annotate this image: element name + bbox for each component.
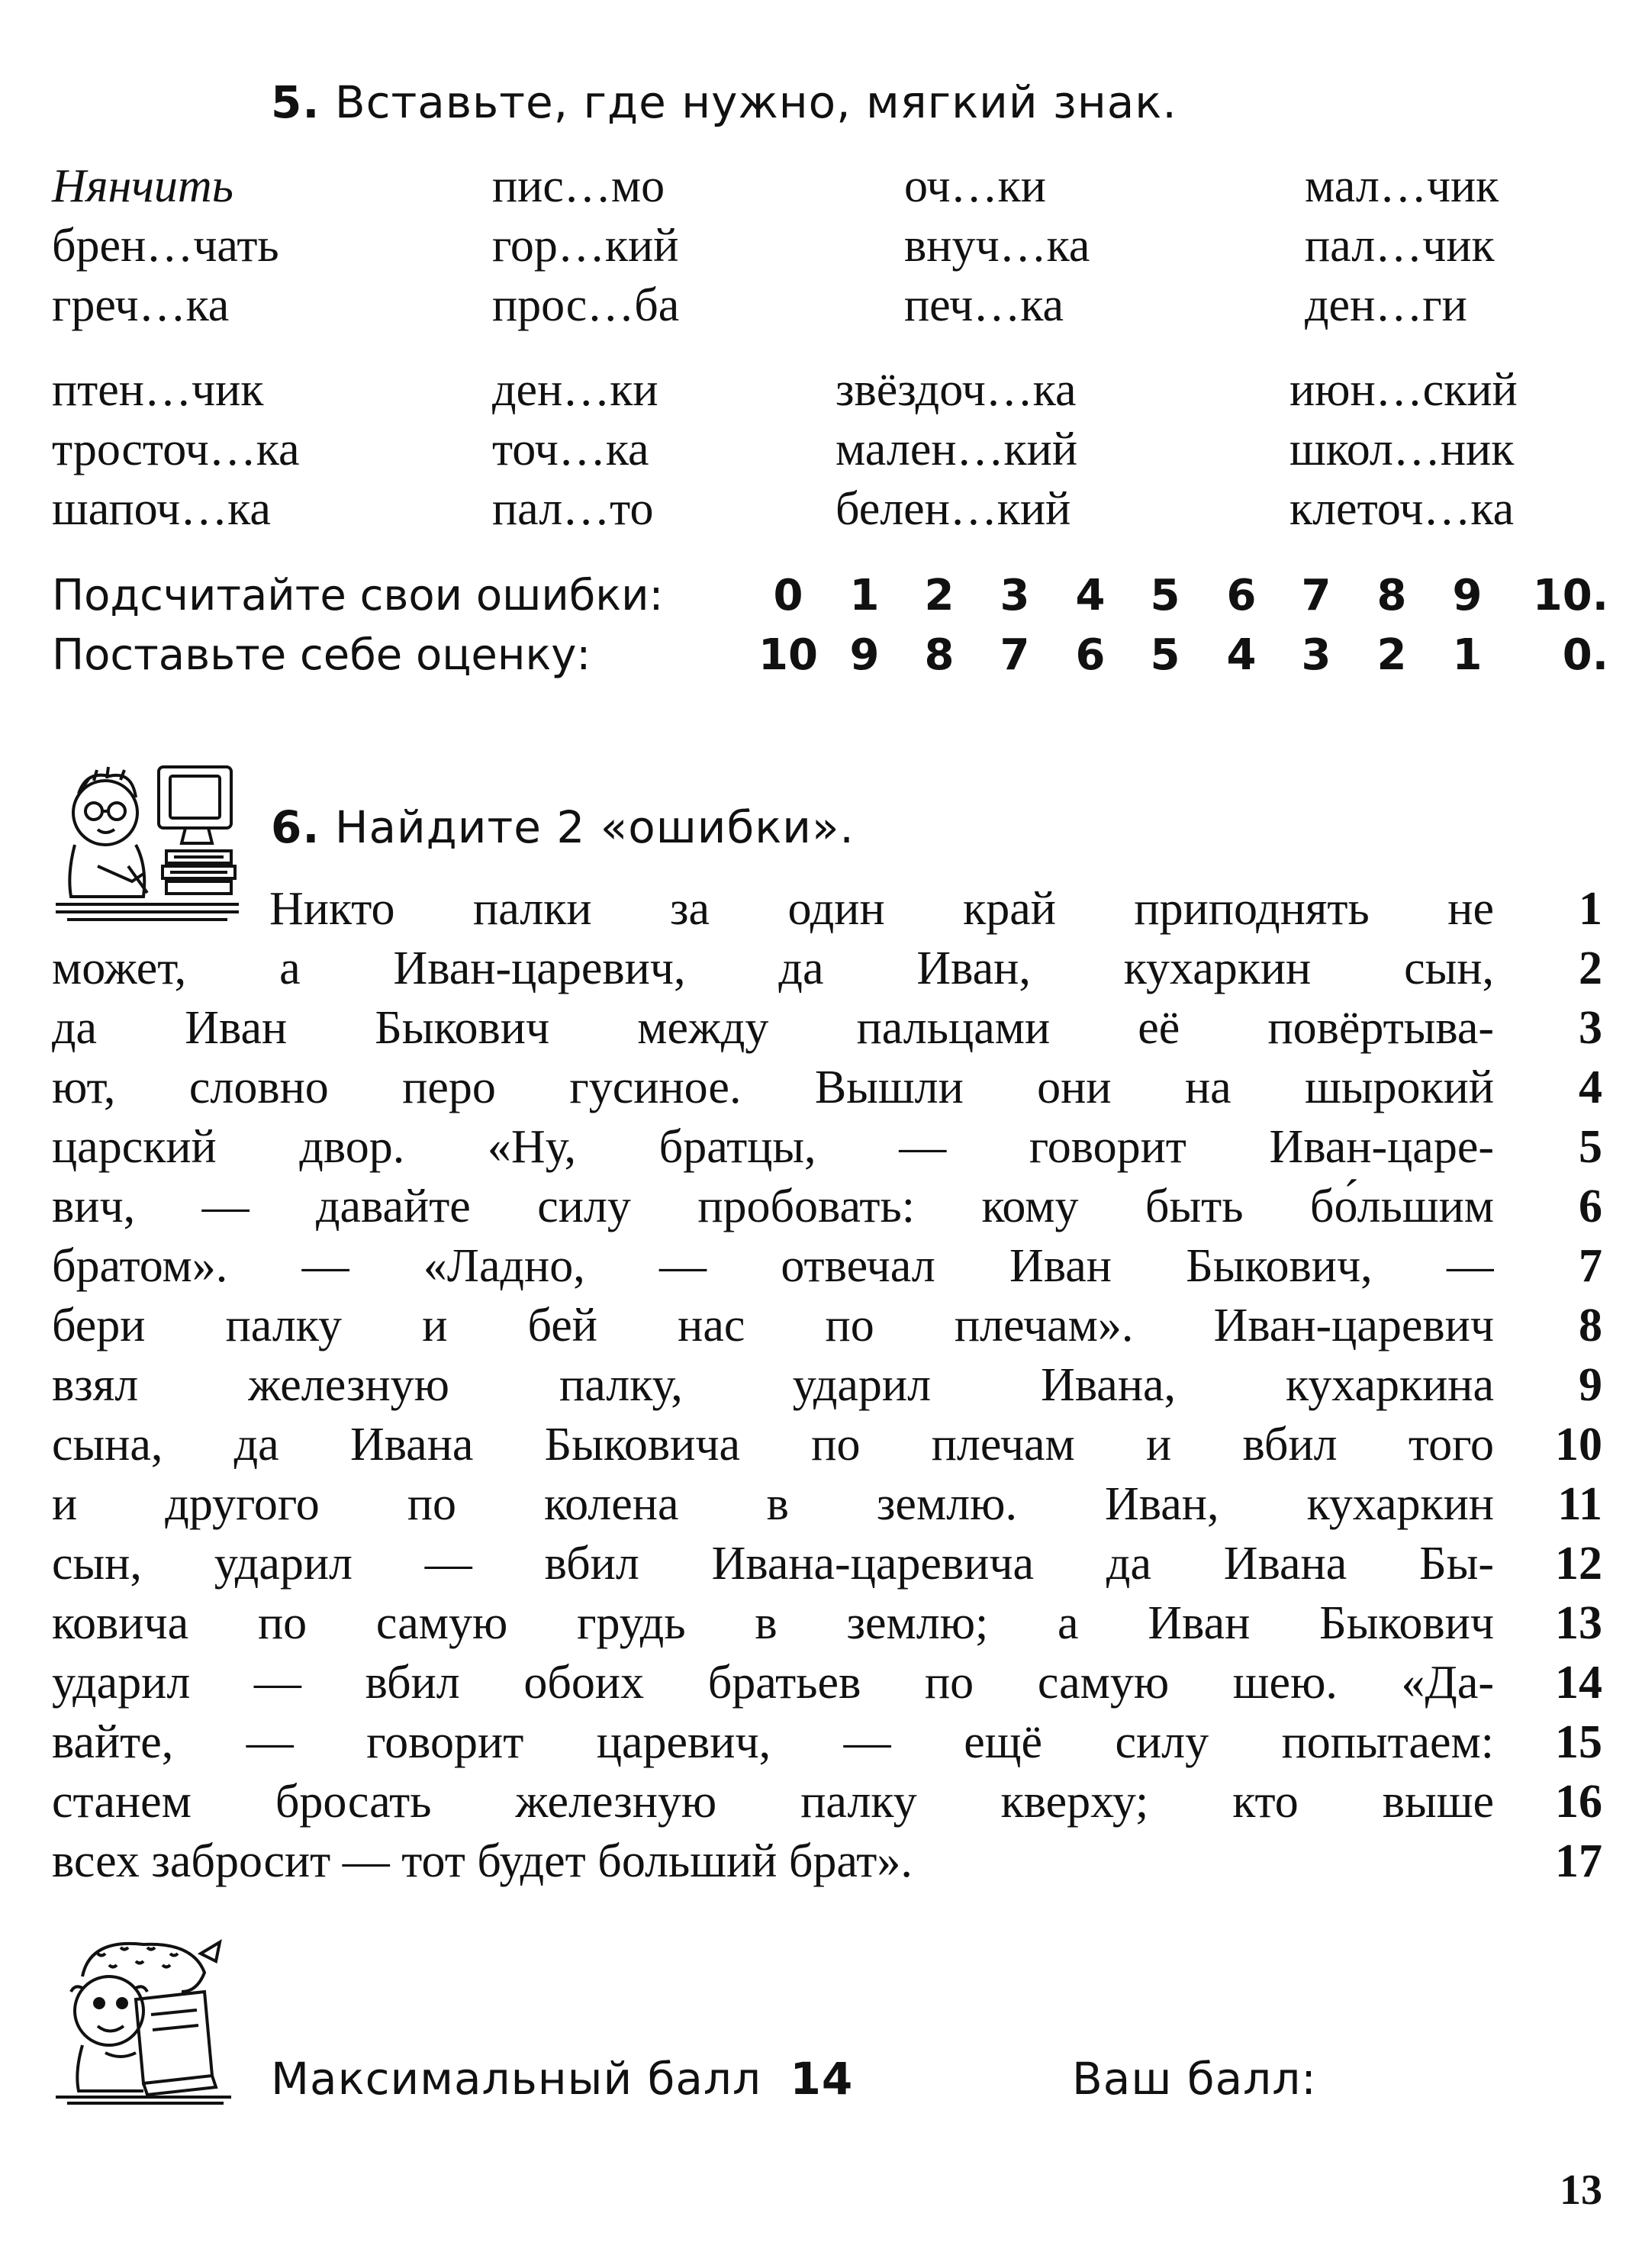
- error-count: 3: [1000, 571, 1030, 620]
- error-count: 2: [924, 571, 955, 620]
- exercise-5-title: [271, 76, 1177, 128]
- passage-line: всех забросит — тот будет больший брат».: [52, 1835, 913, 1887]
- grades-label: Поставьте себе оценку:: [52, 630, 591, 680]
- grade-value: 1: [1452, 630, 1483, 680]
- word-column-6: [492, 360, 658, 539]
- grade-value: 3: [1301, 630, 1331, 680]
- grade-value: 9: [849, 630, 880, 680]
- passage-line: сын, ударил — вбил Ивана-царевича да Ивана Бы-: [52, 1538, 1494, 1590]
- grade-value: 8: [924, 630, 955, 680]
- line-number: 11: [1557, 1478, 1602, 1530]
- errors-label: Подсчитайте свои ошибки:: [52, 571, 664, 620]
- passage-line: вич, — давайте силу пробовать: кому быть бо́льшим: [52, 1181, 1494, 1232]
- page-number: 13: [1560, 2167, 1602, 2214]
- passage-line: царский двор. «Ну, братцы, — говорит Иван-царе-: [52, 1121, 1494, 1173]
- max-score: [271, 2053, 853, 2105]
- line-number: 16: [1555, 1776, 1602, 1828]
- grade-value: 5: [1150, 630, 1180, 680]
- word-item: ден…ги: [1305, 279, 1467, 331]
- word-item: прос…ба: [492, 279, 680, 331]
- line-number: 1: [1579, 883, 1602, 935]
- passage-line: станем бросать железную палку кверху; кто выше: [52, 1776, 1494, 1828]
- word-column-2: [492, 156, 679, 335]
- error-count: 4: [1075, 571, 1106, 620]
- line-number: 7: [1579, 1240, 1602, 1292]
- line-number: 10: [1555, 1419, 1602, 1471]
- word-item: июн…ский: [1289, 364, 1518, 416]
- passage-line: и другого по колена в землю. Иван, кухаркин: [52, 1478, 1494, 1530]
- max-score-value: 14: [790, 2053, 854, 2105]
- word-item: греч…ка: [52, 279, 230, 331]
- line-number: 4: [1579, 1062, 1602, 1113]
- word-item: школ…ник: [1289, 424, 1515, 475]
- exercise-6-number: 6.: [271, 801, 320, 853]
- word-item: мален…кий: [835, 424, 1077, 475]
- line-number: 8: [1579, 1300, 1602, 1351]
- line-number: 6: [1579, 1181, 1602, 1232]
- word-column-3: [904, 156, 1090, 335]
- error-count: 8: [1376, 571, 1407, 620]
- word-item: точ…ка: [492, 424, 649, 475]
- error-count: 5: [1150, 571, 1180, 620]
- exercise-5-instruction: Вставьте, где нужно, мягкий знак.: [334, 76, 1177, 128]
- exercise-6-instruction: Найдите 2 «ошибки».: [334, 801, 855, 853]
- line-number: 15: [1555, 1716, 1602, 1768]
- line-number: 14: [1555, 1657, 1602, 1709]
- line-number: 12: [1555, 1538, 1602, 1590]
- passage-line: братом». — «Ладно, — отвечал Иван Быкович, —: [52, 1240, 1494, 1292]
- passage-line: Никто палки за один край приподнять не: [269, 883, 1494, 935]
- word-column-7: [835, 360, 1077, 539]
- error-count: 7: [1301, 571, 1331, 620]
- passage-line: бери палку и бей нас по плечам». Иван-царевич: [52, 1300, 1494, 1351]
- line-number: 2: [1579, 942, 1602, 994]
- grade-value: 6: [1075, 630, 1106, 680]
- exercise-6-title: [271, 801, 855, 853]
- passage-line: взял железную палку, ударил Ивана, кухаркина: [52, 1359, 1494, 1411]
- word-item: мал…чик: [1305, 160, 1499, 212]
- word-column-1: [52, 156, 279, 335]
- word-item: пал…то: [492, 483, 654, 535]
- line-number: 17: [1555, 1835, 1602, 1887]
- word-item: внуч…ка: [904, 220, 1090, 272]
- line-number: 5: [1579, 1121, 1602, 1173]
- passage-line: сына, да Ивана Быковича по плечам и вбил того: [52, 1419, 1494, 1471]
- line-numbers: [1511, 879, 1602, 1891]
- exercise-5-number: 5.: [271, 76, 320, 128]
- line-number: 3: [1579, 1002, 1602, 1054]
- word-item: птен…чик: [52, 364, 264, 416]
- word-item: пис…мо: [492, 160, 665, 212]
- grade-value: 2: [1376, 630, 1407, 680]
- grade-value: 7: [1000, 630, 1030, 680]
- word-item: клеточ…ка: [1289, 483, 1515, 535]
- word-item: шапоч…ка: [52, 483, 271, 535]
- word-item: брен…чать: [52, 220, 279, 272]
- passage-line: ют, словно перо гусиное. Вышли они на шырокий: [52, 1062, 1494, 1113]
- word-example: Нянчить: [52, 160, 233, 212]
- error-count: 6: [1226, 571, 1257, 620]
- line-number: 13: [1555, 1597, 1602, 1649]
- word-item: звёздоч…ка: [835, 364, 1077, 416]
- word-column-8: [1289, 360, 1518, 539]
- word-item: гор…кий: [492, 220, 679, 272]
- line-number: 9: [1579, 1359, 1602, 1411]
- error-count: 9: [1452, 571, 1483, 620]
- word-item: тросточ…ка: [52, 424, 300, 475]
- word-item: ден…ки: [492, 364, 658, 416]
- passage-line: ковича по самую грудь в землю; а Иван Быкович: [52, 1597, 1494, 1649]
- grade-value: 10: [758, 630, 818, 680]
- word-item: печ…ка: [904, 279, 1064, 331]
- error-count: 10.: [1532, 571, 1608, 620]
- word-column-4: [1305, 156, 1499, 335]
- error-count: 1: [849, 571, 880, 620]
- word-item: пал…чик: [1305, 220, 1495, 272]
- passage-text: [52, 879, 1494, 1891]
- passage-line: ударил — вбил обоих братьев по самую шею. «Да-: [52, 1657, 1494, 1709]
- grade-value: 0.: [1562, 630, 1608, 680]
- word-item: белен…кий: [835, 483, 1071, 535]
- word-item: оч…ки: [904, 160, 1046, 212]
- grade-value: 4: [1226, 630, 1257, 680]
- max-score-label: Максимальный балл: [271, 2053, 762, 2105]
- passage-line: вайте, — говорит царевич, — ещё силу попытаем:: [52, 1716, 1494, 1768]
- your-score-label: Ваш балл:: [1072, 2053, 1317, 2105]
- passage-line: может, а Иван-царевич, да Иван, кухаркин сын,: [52, 942, 1494, 994]
- girl-reading-illustration: [52, 1931, 235, 2106]
- word-column-5: [52, 360, 299, 539]
- error-count: 0: [773, 571, 803, 620]
- passage-line: да Иван Быкович между пальцами её повёртыва-: [52, 1002, 1494, 1054]
